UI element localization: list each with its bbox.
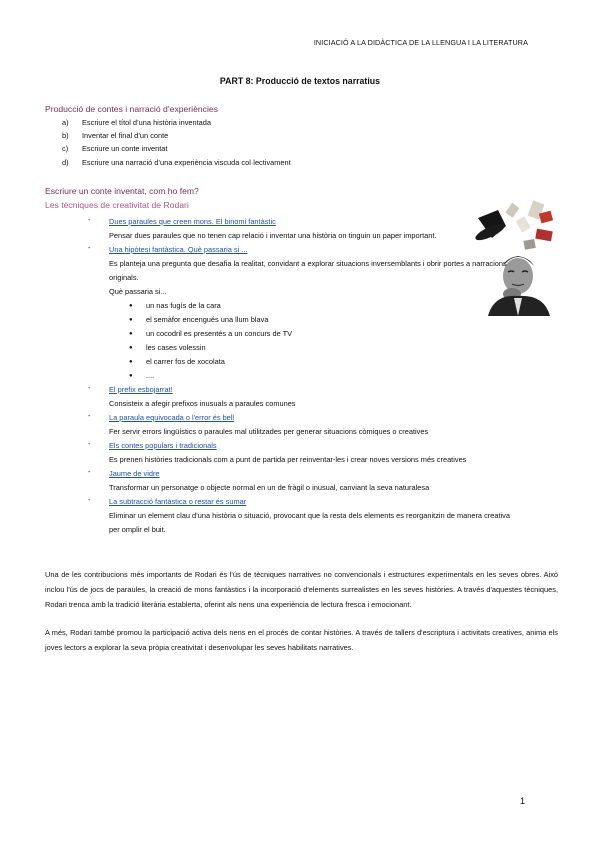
technique-description: Transformar un personatge o objecte normal en un de fràgil o inusual, canviant la seva naturalesa <box>109 483 430 492</box>
bullet-icon: ● <box>129 317 133 323</box>
section-heading-production: Producció de contes i narració d’experiències <box>45 104 218 114</box>
running-header: INICIACIÓ A LA DIDÀCTICA DE LA LLENGUA I LA LITERATURA <box>313 38 528 47</box>
technique-link[interactable]: Dues paraules que creen mons. El binomi fantàstic <box>109 217 276 226</box>
list-dash: - <box>88 495 91 504</box>
technique-description: Es prenen històries tradicionals com a punt de partida per reinventar-les i crear noves versions més creatives <box>109 455 467 464</box>
technique-item <box>88 495 513 537</box>
list-item <box>62 118 291 131</box>
page-number: 1 <box>520 796 526 806</box>
list-item-text: Escriure una narració d’una experiència viscuda col·lectivament <box>82 157 291 167</box>
technique-description: Pensar dues paraules que no tenen cap relació i inventar una història on tinguin un paper important. <box>109 231 437 240</box>
task-list <box>62 118 291 171</box>
bullet-icon: ● <box>129 359 133 365</box>
technique-link[interactable]: Una hipòtesi fantàstica. Què passaria si ... <box>109 245 248 254</box>
list-marker: d) <box>62 157 69 167</box>
bullet-icon: ● <box>129 345 133 351</box>
list-dash: - <box>88 215 91 224</box>
technique-description: Es planteja una pregunta que desafia la realitat, convidant a explorar situacions inversemblants i obrir portes a narracions originals. <box>109 259 507 282</box>
list-item <box>62 144 291 157</box>
technique-item <box>88 467 513 495</box>
section-heading-invented-story: Escriure un conte inventat, com ho fem? <box>45 186 199 196</box>
list-marker: a) <box>62 118 69 127</box>
list-dash: - <box>88 439 91 448</box>
technique-link[interactable]: Els contes populars i tradicionals <box>109 441 217 450</box>
technique-lead: Què passaria si... <box>109 287 167 296</box>
techniques-list <box>88 215 513 537</box>
page-title: PART 8: Producció de textos narratius <box>219 76 381 86</box>
bullet-icon: ● <box>129 331 133 337</box>
technique-item <box>88 243 513 383</box>
list-item-text: Escriure el títol d’una història inventada <box>82 118 211 127</box>
body-paragraph: A més, Rodari també promou la participació activa dels nens en el procés de contar històries. A través de tallers d'escriptura i activitats creatives, anima els joves lectors a explorar la seva pròpia creativitat i desenvolupar les seves habilitats narratives. <box>45 628 558 652</box>
list-item: ● el carrer fos de xocolata <box>109 355 513 369</box>
technique-description: Eliminar un element clau d’una història o situació, provocant que la resta dels elements es reorganitzin de manera creativa per omplir el buit. <box>109 511 510 534</box>
technique-item <box>88 411 513 439</box>
list-item-text: Escriure un conte inventat <box>82 144 168 154</box>
technique-link[interactable]: La subtracció fantàstica o restar és sumar <box>109 497 247 506</box>
list-item: ● les cases volessin <box>109 341 513 355</box>
technique-description: Fer servir errors lingüístics o paraules mal utilitzades per generar situacions còmiques o creatives <box>109 427 429 436</box>
list-item <box>62 158 291 171</box>
list-item: ● el semàfor encengués una llum blava <box>109 313 513 327</box>
list-marker: b) <box>62 131 69 141</box>
technique-description: Consisteix a afegir prefixos inusuals a paraules comunes <box>109 399 296 408</box>
list-marker: c) <box>62 144 69 154</box>
list-item <box>62 131 291 144</box>
bullet-icon: ● <box>129 373 133 379</box>
list-dash: - <box>88 467 91 476</box>
technique-item <box>88 439 513 467</box>
list-item: ● .... <box>109 369 513 383</box>
what-if-list <box>109 299 513 383</box>
list-dash: - <box>88 383 91 392</box>
body-paragraph: Una de les contribucions més importants de Rodari és l'ús de tècniques narratives no convencionals i estructures experimentals en les seves obres. Això inclou l'ús de jocs de paraules, la creació de mons fantàstics i la incorporació d'elements surrealistes en les seves històries. A través d'aquestes tècniques, Rodari trenca amb la tradició literària establerta, oferint als nens una experiència de lectura fresca i emocionant. <box>45 570 558 609</box>
list-dash: - <box>88 243 91 252</box>
technique-link[interactable]: Jaume de vidre <box>109 469 160 478</box>
list-item: ● un nas fugís de la cara <box>109 299 513 313</box>
list-item: ● un cocodril es presentés a un concurs de TV <box>109 327 513 341</box>
technique-link[interactable]: El prefix esbojarrat! <box>109 385 173 394</box>
bullet-icon: ● <box>129 303 133 309</box>
section-subheading-rodari: Les tècniques de creativitat de Rodari <box>45 200 189 210</box>
technique-item <box>88 215 513 243</box>
technique-item <box>88 383 513 411</box>
list-dash: - <box>88 411 91 420</box>
list-item-text: Inventar el final d’un conte <box>82 131 169 141</box>
technique-link[interactable]: La paraula equivocada o l'error és bell <box>109 413 235 422</box>
